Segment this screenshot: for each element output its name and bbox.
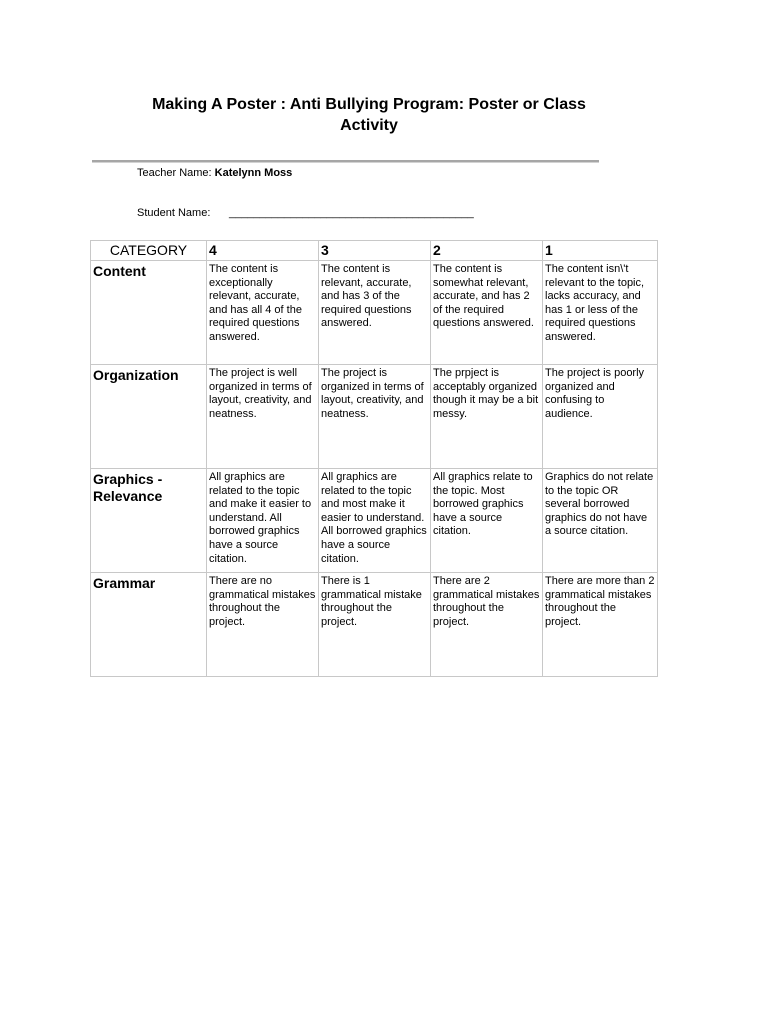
rubric-row-grammar: [91, 573, 658, 677]
student-line: [137, 207, 474, 220]
teacher-label: Teacher Name:: [137, 167, 212, 179]
header-category: CATEGORY: [91, 241, 207, 261]
category-cell: Organization: [91, 365, 207, 469]
criteria-cell: There are 2 grammatical mistakes throughout the project.: [431, 573, 543, 677]
criteria-cell: The content is exceptionally relevant, accurate, and has all 4 of the required questions answered.: [207, 261, 319, 365]
horizontal-divider: [92, 160, 599, 163]
category-cell: Content: [91, 261, 207, 365]
criteria-cell: The content is relevant, accurate, and has 3 of the required questions answered.: [319, 261, 431, 365]
criteria-cell: The project is organized in terms of layout, creativity, and neatness.: [319, 365, 431, 469]
criteria-cell: There are more than 2 grammatical mistakes throughout the project.: [543, 573, 658, 677]
criteria-cell: All graphics are related to the topic and most make it easier to understand. All borrowed graphics have a source citation.: [319, 469, 431, 573]
criteria-cell: The content isn\'t relevant to the topic, lacks accuracy, and has 1 or less of the required questions answered.: [543, 261, 658, 365]
header-score-2: 2: [431, 241, 543, 261]
header-score-4: 4: [207, 241, 319, 261]
category-cell: Graphics - Relevance: [91, 469, 207, 573]
criteria-cell: The project is poorly organized and confusing to audience.: [543, 365, 658, 469]
student-label: Student Name:: [137, 207, 211, 219]
criteria-cell: The project is well organized in terms of layout, creativity, and neatness.: [207, 365, 319, 469]
rubric-row-organization: [91, 365, 658, 469]
rubric-table: [90, 240, 658, 677]
criteria-cell: There is 1 grammatical mistake throughout the project.: [319, 573, 431, 677]
criteria-cell: All graphics are related to the topic and make it easier to understand. All borrowed graphics have a source citation.: [207, 469, 319, 573]
rubric-row-content: [91, 261, 658, 365]
rubric-header-row: [91, 241, 658, 261]
teacher-name: Katelynn Moss: [214, 167, 293, 179]
header-score-1: 1: [543, 241, 658, 261]
criteria-cell: Graphics do not relate to the topic OR several borrowed graphics do not have a source citation.: [543, 469, 658, 573]
student-name-blank: ________________________________________: [229, 207, 474, 219]
teacher-line: [137, 167, 292, 180]
criteria-cell: The content is somewhat relevant, accurate, and has 2 of the required questions answered.: [431, 261, 543, 365]
rubric-row-graphics-relevance: [91, 469, 658, 573]
header-score-3: 3: [319, 241, 431, 261]
criteria-cell: The prpject is acceptably organized though it may be a bit messy.: [431, 365, 543, 469]
criteria-cell: All graphics relate to the topic. Most borrowed graphics have a source citation.: [431, 469, 543, 573]
criteria-cell: There are no grammatical mistakes throughout the project.: [207, 573, 319, 677]
page-title: Making A Poster : Anti Bullying Program: Poster or Class Activity: [152, 96, 586, 134]
category-cell: Grammar: [91, 573, 207, 677]
